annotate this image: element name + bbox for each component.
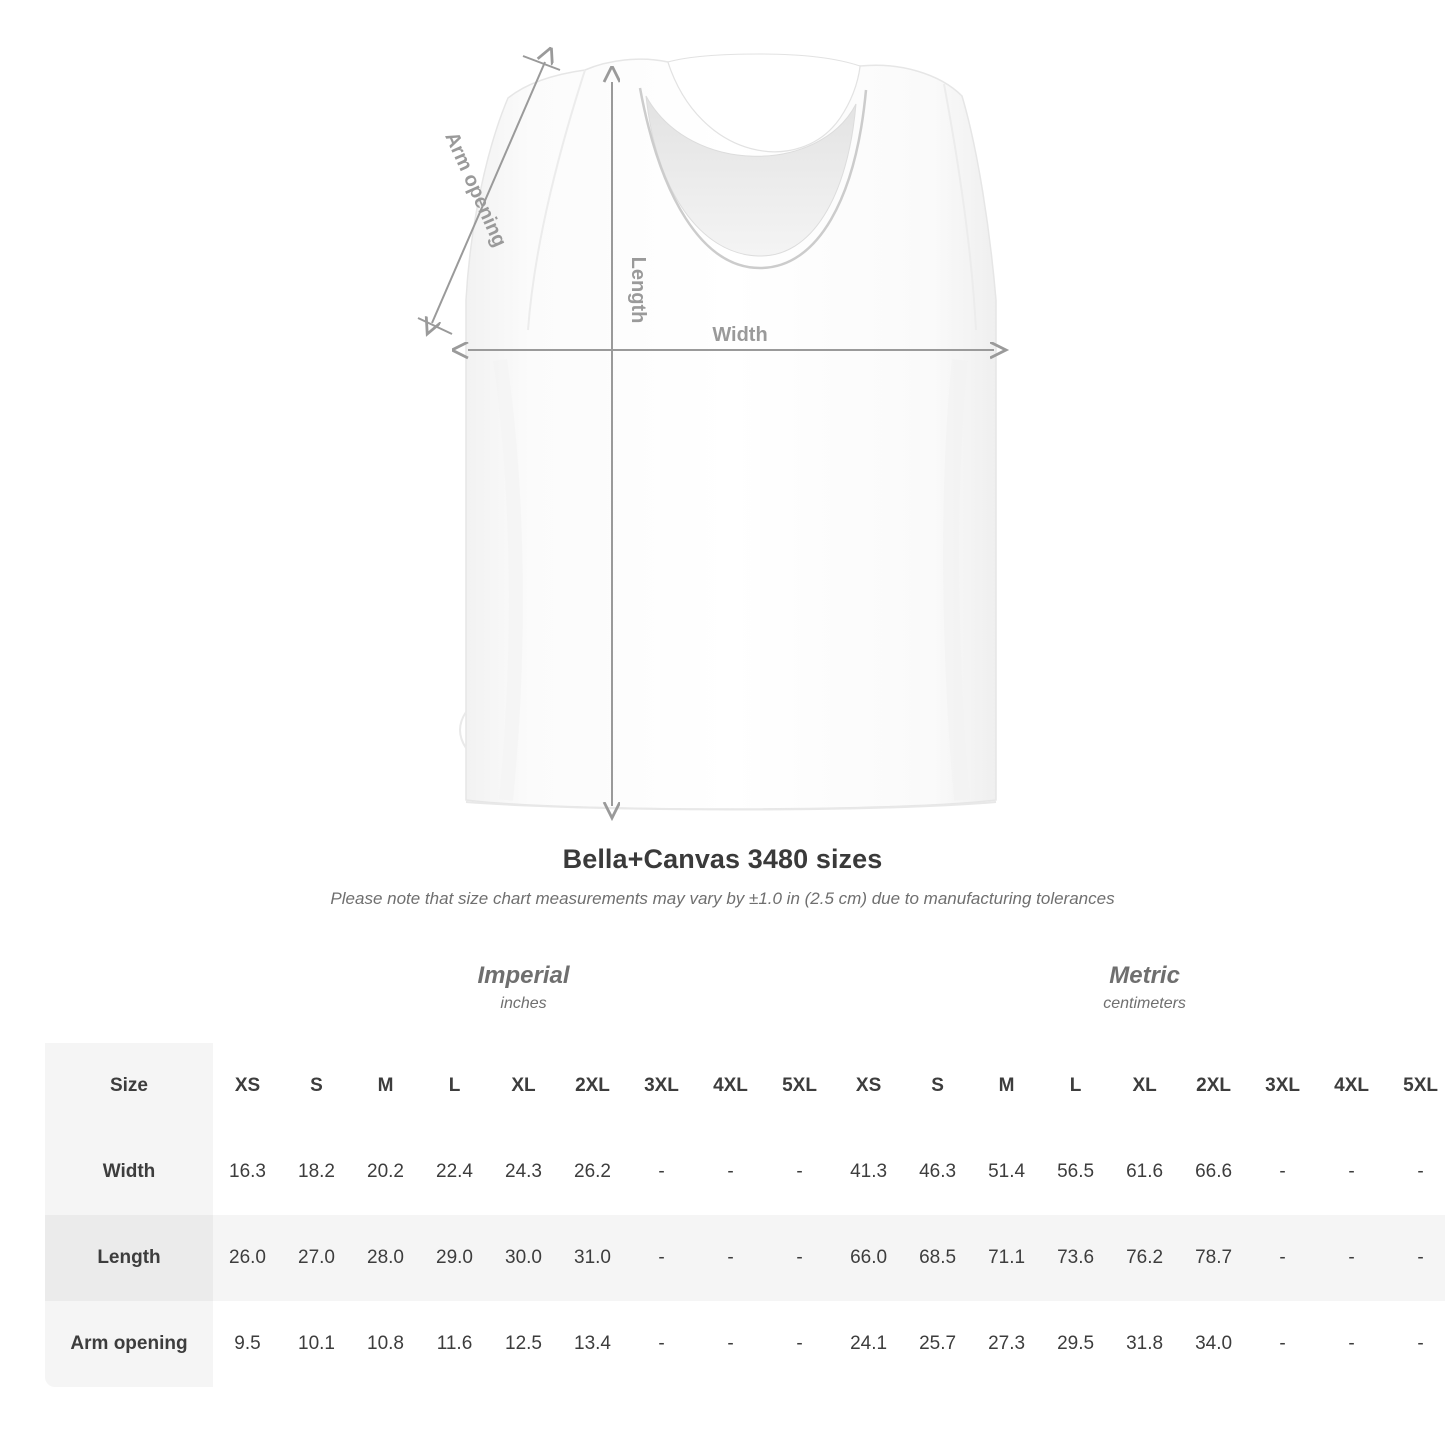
table-row bbox=[45, 1129, 1445, 1215]
cell-arm-metric-xs: 24.1 bbox=[834, 1301, 903, 1387]
row-label-length: Length bbox=[45, 1215, 213, 1301]
cell-width-metric-s: 46.3 bbox=[903, 1129, 972, 1215]
cell-arm-metric-m: 27.3 bbox=[972, 1301, 1041, 1387]
cell-length-imperial-5xl: - bbox=[765, 1215, 834, 1301]
size-header-imperial-3xl: 3XL bbox=[627, 1043, 696, 1129]
cell-width-metric-m: 51.4 bbox=[972, 1129, 1041, 1215]
cell-width-metric-xl: 61.6 bbox=[1110, 1129, 1179, 1215]
cell-width-metric-l: 56.5 bbox=[1041, 1129, 1110, 1215]
size-header-metric-2xl: 2XL bbox=[1179, 1043, 1248, 1129]
cell-arm-metric-5xl: - bbox=[1386, 1301, 1445, 1387]
cell-arm-metric-s: 25.7 bbox=[903, 1301, 972, 1387]
size-header-row bbox=[45, 1043, 1445, 1129]
cell-length-metric-4xl: - bbox=[1317, 1215, 1386, 1301]
unit-header-imperial bbox=[213, 931, 834, 1043]
cell-length-imperial-m: 28.0 bbox=[351, 1215, 420, 1301]
cell-arm-metric-xl: 31.8 bbox=[1110, 1301, 1179, 1387]
title-block bbox=[0, 844, 1445, 909]
size-header-imperial-4xl: 4XL bbox=[696, 1043, 765, 1129]
length-label: Length bbox=[627, 256, 649, 324]
size-header-metric-3xl: 3XL bbox=[1248, 1043, 1317, 1129]
cell-length-imperial-s: 27.0 bbox=[282, 1215, 351, 1301]
row-label-arm-opening: Arm opening bbox=[45, 1301, 213, 1387]
size-header-metric-m: M bbox=[972, 1043, 1041, 1129]
unit-metric-sub: centimeters bbox=[1103, 995, 1186, 1012]
cell-width-imperial-m: 20.2 bbox=[351, 1129, 420, 1215]
size-header-label: Size bbox=[45, 1043, 213, 1129]
size-header-metric-5xl: 5XL bbox=[1386, 1043, 1445, 1129]
cell-width-metric-xs: 41.3 bbox=[834, 1129, 903, 1215]
cell-arm-imperial-4xl: - bbox=[696, 1301, 765, 1387]
unit-header-metric bbox=[834, 931, 1445, 1043]
unit-header-spacer bbox=[45, 931, 213, 1043]
unit-imperial-name: Imperial bbox=[477, 962, 570, 989]
row-label-width: Width bbox=[45, 1129, 213, 1215]
cell-arm-imperial-3xl: - bbox=[627, 1301, 696, 1387]
cell-length-imperial-3xl: - bbox=[627, 1215, 696, 1301]
cell-width-metric-5xl: - bbox=[1386, 1129, 1445, 1215]
size-header-metric-xl: XL bbox=[1110, 1043, 1179, 1129]
cell-length-metric-xl: 76.2 bbox=[1110, 1215, 1179, 1301]
cell-width-imperial-l: 22.4 bbox=[420, 1129, 489, 1215]
cell-length-imperial-xl: 30.0 bbox=[489, 1215, 558, 1301]
tolerance-note: Please note that size chart measurements may vary by ±1.0 in (2.5 cm) due to manufacturing tolerances bbox=[330, 889, 1115, 908]
cell-length-imperial-2xl: 31.0 bbox=[558, 1215, 627, 1301]
width-label: Width bbox=[712, 324, 768, 346]
cell-arm-imperial-2xl: 13.4 bbox=[558, 1301, 627, 1387]
cell-width-imperial-5xl: - bbox=[765, 1129, 834, 1215]
cell-length-metric-l: 73.6 bbox=[1041, 1215, 1110, 1301]
cell-width-imperial-xs: 16.3 bbox=[213, 1129, 282, 1215]
cell-length-imperial-l: 29.0 bbox=[420, 1215, 489, 1301]
cell-length-metric-2xl: 78.7 bbox=[1179, 1215, 1248, 1301]
cell-arm-metric-3xl: - bbox=[1248, 1301, 1317, 1387]
cell-width-metric-4xl: - bbox=[1317, 1129, 1386, 1215]
size-header-imperial-s: S bbox=[282, 1043, 351, 1129]
size-header-metric-l: L bbox=[1041, 1043, 1110, 1129]
cell-width-imperial-2xl: 26.2 bbox=[558, 1129, 627, 1215]
size-header-imperial-xs: XS bbox=[213, 1043, 282, 1129]
arm-opening-label: Arm opening bbox=[440, 128, 511, 251]
size-header-imperial-5xl: 5XL bbox=[765, 1043, 834, 1129]
size-header-imperial-m: M bbox=[351, 1043, 420, 1129]
unit-metric-name: Metric bbox=[1109, 962, 1180, 989]
size-header-metric-xs: XS bbox=[834, 1043, 903, 1129]
unit-header-row bbox=[45, 931, 1445, 1043]
cell-width-imperial-s: 18.2 bbox=[282, 1129, 351, 1215]
cell-arm-imperial-xs: 9.5 bbox=[213, 1301, 282, 1387]
cell-width-metric-3xl: - bbox=[1248, 1129, 1317, 1215]
cell-length-metric-m: 71.1 bbox=[972, 1215, 1041, 1301]
cell-width-imperial-xl: 24.3 bbox=[489, 1129, 558, 1215]
cell-arm-metric-l: 29.5 bbox=[1041, 1301, 1110, 1387]
cell-arm-imperial-m: 10.8 bbox=[351, 1301, 420, 1387]
size-table-wrap bbox=[45, 931, 1439, 1387]
cell-length-metric-s: 68.5 bbox=[903, 1215, 972, 1301]
cell-arm-metric-2xl: 34.0 bbox=[1179, 1301, 1248, 1387]
size-header-imperial-xl: XL bbox=[489, 1043, 558, 1129]
cell-arm-imperial-s: 10.1 bbox=[282, 1301, 351, 1387]
cell-length-metric-xs: 66.0 bbox=[834, 1215, 903, 1301]
size-header-metric-s: S bbox=[903, 1043, 972, 1129]
cell-length-metric-3xl: - bbox=[1248, 1215, 1317, 1301]
cell-arm-imperial-xl: 12.5 bbox=[489, 1301, 558, 1387]
cell-length-imperial-xs: 26.0 bbox=[213, 1215, 282, 1301]
cell-width-metric-2xl: 66.6 bbox=[1179, 1129, 1248, 1215]
cell-width-imperial-4xl: - bbox=[696, 1129, 765, 1215]
size-header-imperial-l: L bbox=[420, 1043, 489, 1129]
cell-width-imperial-3xl: - bbox=[627, 1129, 696, 1215]
page-title: Bella+Canvas 3480 sizes bbox=[562, 844, 883, 874]
tank-top-shape bbox=[460, 54, 996, 810]
cell-arm-metric-4xl: - bbox=[1317, 1301, 1386, 1387]
size-header-imperial-2xl: 2XL bbox=[558, 1043, 627, 1129]
table-row bbox=[45, 1301, 1445, 1387]
table-row bbox=[45, 1215, 1445, 1301]
cell-length-imperial-4xl: - bbox=[696, 1215, 765, 1301]
size-table bbox=[45, 931, 1445, 1387]
unit-imperial-sub: inches bbox=[500, 995, 547, 1012]
size-header-metric-4xl: 4XL bbox=[1317, 1043, 1386, 1129]
cell-arm-imperial-l: 11.6 bbox=[420, 1301, 489, 1387]
cell-arm-imperial-5xl: - bbox=[765, 1301, 834, 1387]
cell-length-metric-5xl: - bbox=[1386, 1215, 1445, 1301]
